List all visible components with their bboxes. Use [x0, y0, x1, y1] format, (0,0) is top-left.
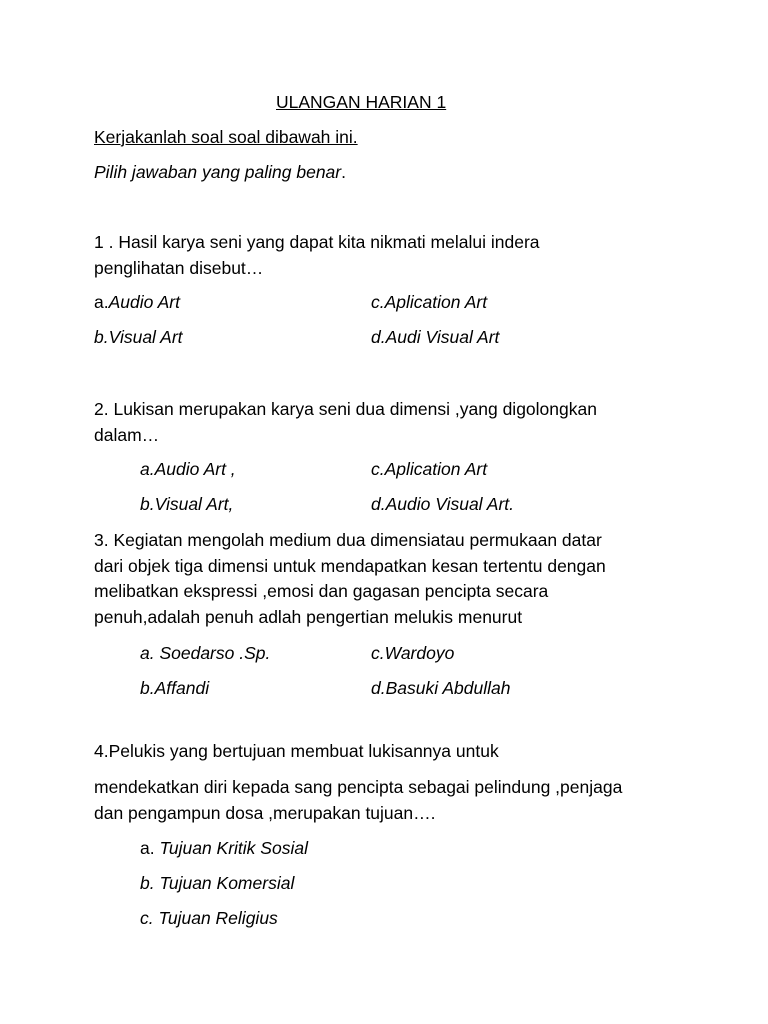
question-2-line-1: 2. Lukisan merupakan karya seni dua dimensi ,yang digolongkan: [94, 399, 597, 419]
question-1-option-c: c.Aplication Art: [371, 292, 488, 312]
subinstruction-text: [94, 159, 346, 185]
question-1-option-b: b.Visual Art: [94, 327, 183, 347]
question-2-line-2: dalam…: [94, 425, 160, 445]
question-1-option-d: d.Audi Visual Art: [371, 327, 500, 347]
question-3-option-c: c.Wardoyo: [371, 643, 455, 663]
question-1-line-1: 1 . Hasil karya seni yang dapat kita nikmati melalui indera: [94, 232, 540, 252]
question-3-option-d: d.Basuki Abdullah: [371, 678, 511, 698]
instruction-text: Kerjakanlah soal soal dibawah ini.: [94, 127, 358, 147]
question-3-line-3: melibatkan ekspressi ,emosi dan gagasan pencipta secara: [94, 581, 549, 601]
question-4-option-a: [140, 835, 308, 861]
question-4-line-3: dan pengampun dosa ,merupakan tujuan….: [94, 803, 436, 823]
question-4-line-2: mendekatkan diri kepada sang pencipta sebagai pelindung ,penjaga: [94, 777, 623, 797]
question-2-option-b: b.Visual Art,: [140, 494, 234, 514]
page-title: ULANGAN HARIAN 1: [276, 92, 447, 112]
question-2-option-d: d.Audio Visual Art.: [371, 494, 514, 514]
subinstruction-period: .: [341, 162, 346, 182]
option-letter: a.: [140, 838, 160, 858]
question-2-option-a: a.Audio Art ,: [140, 459, 236, 479]
question-3-line-1: 3. Kegiatan mengolah medium dua dimensiatau permukaan datar: [94, 530, 602, 550]
question-4-line-1: 4.Pelukis yang bertujuan membuat lukisannya untuk: [94, 741, 499, 761]
question-1-option-a: [94, 289, 180, 315]
option-letter: a.: [94, 292, 109, 312]
question-4-option-b: b. Tujuan Komersial: [140, 873, 295, 893]
question-4-option-c: c. Tujuan Religius: [140, 908, 278, 928]
subinstruction-italic: Pilih jawaban yang paling benar: [94, 162, 342, 182]
question-3-option-b: b.Affandi: [140, 678, 210, 698]
option-text: Audio Art: [108, 292, 180, 312]
option-text: Tujuan Kritik Sosial: [159, 838, 308, 858]
question-2-option-c: c.Aplication Art: [371, 459, 488, 479]
question-3-line-4: penuh,adalah penuh adlah pengertian melukis menurut: [94, 607, 523, 627]
question-1-line-2: penglihatan disebut…: [94, 258, 264, 278]
question-3-option-a: a. Soedarso .Sp.: [140, 643, 271, 663]
question-3-line-2: dari objek tiga dimensi untuk mendapatkan kesan tertentu dengan: [94, 556, 606, 576]
